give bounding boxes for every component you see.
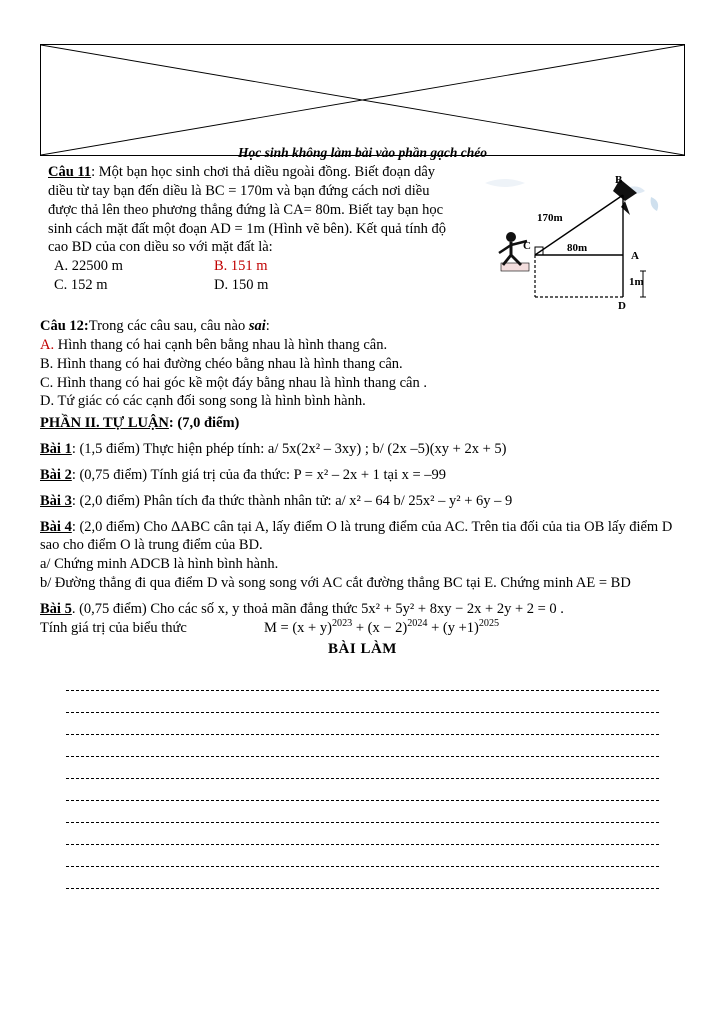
part-2-title: PHẦN II. TỰ LUẬN: [40, 415, 169, 432]
exercise-3: [40, 492, 685, 511]
exercise-4-line-2: a/ Chứng minh ADCB là hình bình hành.: [40, 556, 279, 573]
answer-line[interactable]: [66, 735, 659, 757]
answer-line[interactable]: [66, 779, 659, 801]
question-11-option-b[interactable]: B. 151 m: [214, 258, 268, 275]
question-11-answer-row-1: [48, 257, 455, 276]
answer-line[interactable]: [66, 669, 659, 691]
exercise-2: [40, 466, 685, 485]
exercise-5-formula-line: [40, 619, 685, 638]
question-12-prompt: Câu 12:Trong các câu sau, câu nào sai:: [40, 318, 270, 334]
answer-section-heading: BÀI LÀM: [328, 640, 397, 657]
answer-line[interactable]: [66, 867, 659, 889]
exercise-2-label: Bài 2: [40, 466, 72, 483]
part-2-heading: [40, 414, 685, 433]
question-12-option-b[interactable]: B. Hình thang có hai đường chéo bằng nhau là hình thang cân.: [40, 355, 403, 372]
question-11-option-c[interactable]: C. 152 m: [54, 277, 108, 294]
answer-line[interactable]: [66, 713, 659, 735]
question-11-option-d[interactable]: D. 150 m: [214, 277, 269, 294]
figure-label-D: D: [618, 300, 626, 312]
exam-content: [40, 163, 685, 889]
exercise-4-line-3: b/ Đường thẳng đi qua điểm D và song song với AC cắt đường thẳng BC tại E. Chứng minh AE = BD: [40, 575, 631, 592]
kite-diagram: [475, 171, 685, 321]
figure-label-C: C: [523, 240, 531, 252]
answer-line[interactable]: [66, 691, 659, 713]
exercise-5-label: Bài 5: [40, 600, 72, 617]
exercise-2-line: Bài 2: (0,75 điểm) Tính giá trị của đa thức: P = x² – 2x + 1 tại x = –99: [40, 466, 447, 483]
exercise-4: [40, 518, 685, 593]
figure-label-1m: 1m: [629, 276, 644, 288]
answer-lines: [40, 669, 685, 889]
answer-line[interactable]: [66, 845, 659, 867]
figure-label-B: B: [615, 174, 623, 186]
question-11-option-a[interactable]: A. 22500 m: [54, 258, 123, 275]
answer-line[interactable]: [66, 823, 659, 845]
question-11-text: [40, 163, 455, 295]
crossed-area-note: Học sinh không làm bài vào phần gạch chéo: [237, 145, 488, 160]
exercise-5-line-1: Bài 5. (0,75 điểm) Cho các số x, y thoả mãn đẳng thức 5x² + 5y² + 8xy − 2x + 2y + 2 = 0 .: [40, 600, 564, 617]
question-11-answer-row-2: [48, 276, 455, 295]
exercise-4-line-1: Bài 4: (2,0 điểm) Cho ∆ABC cân tại A, lấy điểm O là trung điểm của AC. Trên tia đối của tia OB lấy điểm D sao cho điểm O là trung điểm của BD.: [40, 518, 673, 554]
question-11: [40, 163, 685, 313]
figure-label-80m: 80m: [567, 242, 588, 254]
question-11-body: Câu 11: Một bạn học sinh chơi thả diều ngoài đồng. Biết đoạn dây diều từ tay bạn đến diều là BC = 170m và bạn đứng cách nơi diều được thả lên theo phương thẳng đứng là CA= 80m. Biết tay bạn học sinh cách mặt đất một đoạn AD = 1m (Hình vẽ bên). Kết quả tính độ cao BD của con diều so với mặt đất là:: [48, 164, 446, 256]
part-2-score: : (7,0 điểm): [168, 415, 240, 432]
exercise-4-label: Bài 4: [40, 518, 72, 535]
question-11-label: Câu 11: [48, 164, 92, 180]
figure-label-170m: 170m: [537, 212, 563, 224]
answer-line[interactable]: [66, 757, 659, 779]
exercise-3-label: Bài 3: [40, 492, 72, 509]
exercise-3-line: Bài 3: (2,0 điểm) Phân tích đa thức thành nhân tử: a/ x² – 64 b/ 25x² – y² + 6y – 9: [40, 492, 513, 509]
question-12-option-c[interactable]: C. Hình thang có hai góc kề một đáy bằng nhau là hình thang cân .: [40, 374, 427, 391]
exercise-5: [40, 600, 685, 638]
question-12: [40, 317, 685, 411]
exercise-1-line: Bài 1: (1,5 điểm) Thực hiện phép tính: a/ 5x(2x² – 3xy) ; b/ (2x –5)(xy + 2x + 5): [40, 441, 507, 458]
cross-lines-icon: [41, 45, 684, 155]
exercise-1: [40, 440, 685, 459]
exercise-5-formula-lead: Tính giá trị của biểu thức: [40, 619, 187, 636]
question-12-option-d[interactable]: D. Tứ giác có các cạnh đối song song là hình bình hành.: [40, 393, 366, 410]
figure-label-A: A: [631, 250, 639, 262]
crossed-out-area: [40, 44, 685, 156]
question-12-option-a[interactable]: A. Hình thang có hai cạnh bên bằng nhau là hình thang cân.: [40, 336, 388, 353]
answer-line[interactable]: [66, 801, 659, 823]
exercise-1-label: Bài 1: [40, 441, 72, 458]
exercise-5-formula: $M = (x + y)^{2023} + (x - 2)^{2024} + (y +1)^{2025}$: [264, 617, 500, 636]
